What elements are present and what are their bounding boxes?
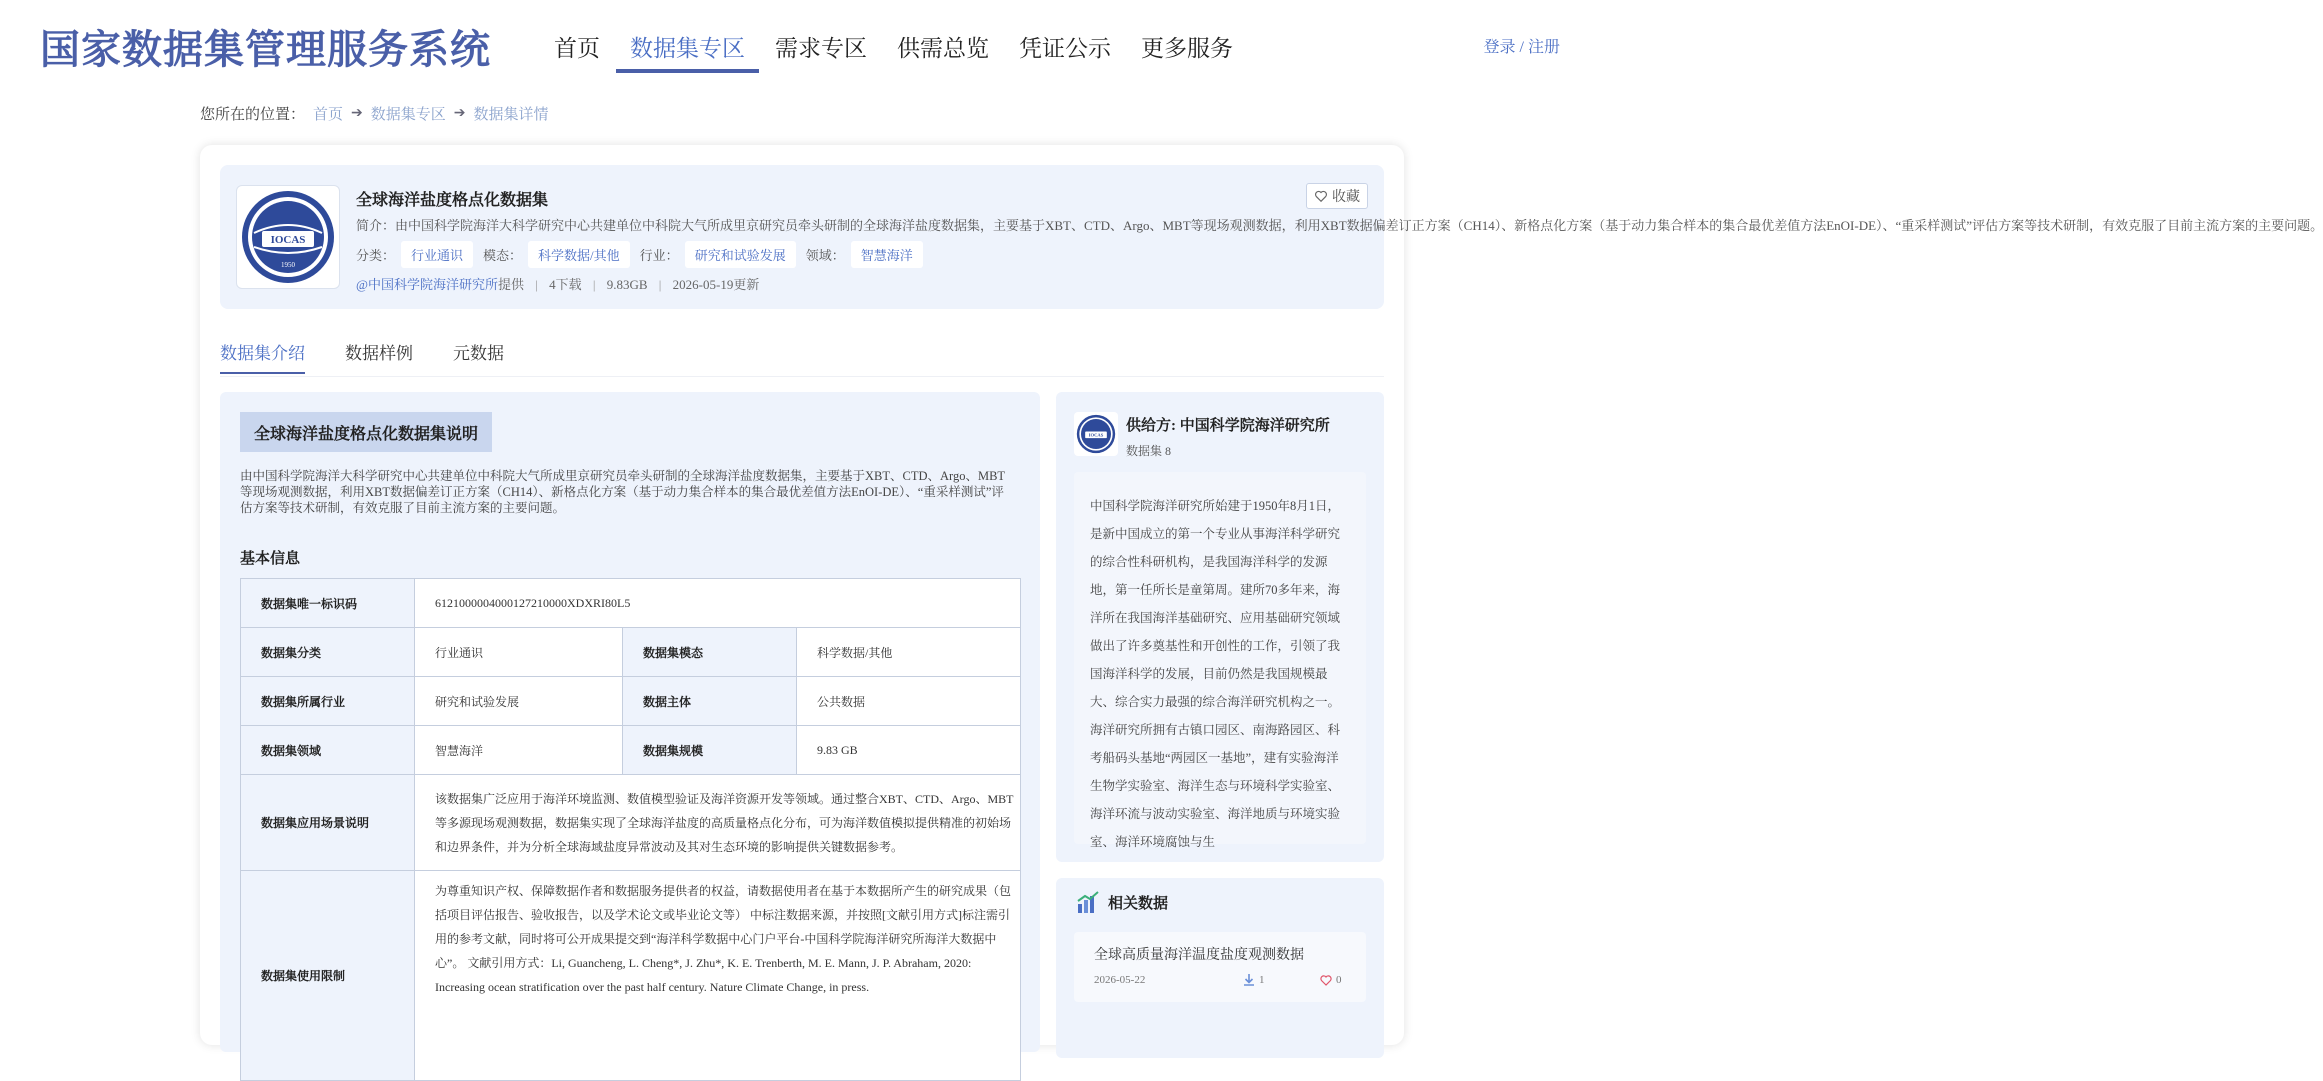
- dataset-summary: 简介：由中国科学院海洋大科学研究中心共建单位中科院大气所成里京研究员牵头研制的全球海洋盐度数据集，主要基于XBT、CTD、Argo、MBT等现场观测数据，利用XBT数据偏差订正方案（CH14）、新格点化方案（基于动力集合样本的集合最优差值方法EnOI-DE）、“重采样测试”评估方案等技术研制，有效克服了目前主流方案的主要问题。: [356, 218, 2323, 233]
- favorite-label: 收藏: [1332, 190, 1360, 205]
- update-date: 2026-05-19更新: [672, 277, 760, 292]
- tag-label-domain: 领域：: [805, 248, 845, 263]
- table-value: 6121000004000127210000XDXRI80L5: [415, 579, 1021, 628]
- download-count: 4下载: [549, 277, 582, 292]
- related-item-date: 2026-05-22: [1094, 974, 1146, 986]
- tab-intro[interactable]: 数据集介绍: [220, 339, 305, 374]
- intro-heading: 全球海洋盐度格点化数据集说明: [240, 412, 492, 452]
- logo-year: 1950: [281, 261, 295, 269]
- tag-category[interactable]: 行业通识: [401, 241, 473, 268]
- table-key: 数据集分类: [241, 628, 415, 677]
- table-key: 数据主体: [623, 677, 797, 726]
- nav-vouchers[interactable]: 凭证公示: [1019, 36, 1111, 61]
- table-row: [241, 726, 1021, 775]
- login-register-link[interactable]: 登录 / 注册: [1483, 39, 1560, 56]
- dataset-meta: [356, 274, 759, 293]
- nav-home[interactable]: 首页: [554, 36, 600, 61]
- related-panel: [1056, 878, 1384, 1058]
- breadcrumb-prefix: 您所在的位置：: [200, 107, 306, 123]
- bar-chart-icon: [1076, 890, 1100, 914]
- basic-info-title: 基本信息: [240, 551, 301, 567]
- tab-samples[interactable]: 数据样例: [345, 344, 413, 363]
- table-row: [241, 628, 1021, 677]
- table-value: 9.83 GB: [797, 726, 1021, 775]
- meta-separator: |: [658, 277, 662, 292]
- table-key: 数据集使用限制: [241, 871, 415, 1081]
- download-count: 1: [1259, 974, 1265, 986]
- dataset-size: 9.83GB: [606, 277, 648, 292]
- dataset-tags: [356, 241, 933, 268]
- tag-domain[interactable]: 智慧海洋: [851, 241, 923, 268]
- table-key: 数据集唯一标识码: [241, 579, 415, 628]
- supplier-about-text: 中国科学院海洋研究所始建于1950年8月1日，是新中国成立的第一个专业从事海洋科学研究的综合性科研机构，是我国海洋科学的发源地，第一任所长是童第周。建所70多年来，海洋所在我国海洋基础研究、应用基础研究领域做出了许多奠基性和开创性的工作，引领了我国海洋科学的发展，目前仍然是我国规模最大、综合实力最强的综合海洋研究机构之一。 海洋研究所拥有古镇口园区、南海路园区、科考船码头基地“两园区一基地”，建有实验海洋生物学实验室、海洋生态与环境科学实验室、海洋环流与波动实验室、海洋地质与环境实验室、海洋环境腐蚀与生: [1090, 499, 1341, 849]
- table-value: 科学数据/其他: [797, 628, 1021, 677]
- supplier-panel: [1056, 392, 1384, 862]
- main-nav: [540, 22, 1249, 73]
- dataset-detail-card: [200, 145, 2323, 1045]
- arrow-right-icon: ➔: [453, 106, 466, 121]
- table-value: 为尊重知识产权、保障数据作者和数据服务提供者的权益，请数据使用者在基于本数据所产生的研究成果（包括项目评估报告、验收报告，以及学术论文或毕业论文等） 中标注数据来源，并按照[文献引用方式]标注需引用的参考文献，同时将可公开成果提交到“海洋科学数据中心门户平台-中国科学院海洋研究所海洋大数据中心”。 文献引用方式：Li, Guancheng, L. Cheng*, J. Zhu*, K. E. Trenberth, M. E. Mann, J. P. Abraham, 2020: Increasing ocean stratification over the past half century. Nature Climate Change, in press.: [415, 871, 1021, 1081]
- heart-icon: [1314, 189, 1328, 203]
- meta-separator: |: [535, 277, 538, 292]
- supplier-name[interactable]: 供给方: 中国科学院海洋研究所: [1126, 418, 1330, 434]
- supplier-dataset-count: 数据集 8: [1126, 444, 1172, 458]
- basic-info-table: [240, 578, 1021, 1081]
- institute-seal-icon: [240, 189, 336, 285]
- intro-panel: [220, 392, 1040, 1052]
- table-key: 数据集规模: [623, 726, 797, 775]
- institute-seal-icon: [1076, 414, 1116, 454]
- provider-link[interactable]: @中国科学院海洋研究所: [356, 277, 498, 292]
- table-key: 数据集应用场景说明: [241, 775, 415, 871]
- table-row: [241, 871, 1021, 1081]
- nav-datasets[interactable]: 数据集专区: [616, 22, 759, 73]
- top-header: [0, 0, 1600, 80]
- logo-abbr: IOCAS: [270, 234, 306, 246]
- site-brand[interactable]: 国家数据集管理服务系统: [40, 27, 491, 72]
- supplier-logo[interactable]: [1074, 412, 1118, 456]
- table-value: 研究和试验发展: [415, 677, 623, 726]
- table-value: 智慧海洋: [415, 726, 623, 775]
- related-title: [1076, 890, 1168, 914]
- table-key: 数据集领域: [241, 726, 415, 775]
- meta-separator: |: [592, 277, 596, 292]
- breadcrumb: [200, 103, 549, 124]
- dataset-title: 全球海洋盐度格点化数据集: [356, 192, 549, 209]
- nav-demands[interactable]: 需求专区: [775, 36, 867, 61]
- tag-modality[interactable]: 科学数据/其他: [528, 241, 630, 268]
- related-item-name[interactable]: 全球高质量海洋温度盐度观测数据: [1094, 948, 1304, 963]
- intro-text: 由中国科学院海洋大科学研究中心共建单位中科院大气所成里京研究员牵头研制的全球海洋盐度数据集，主要基于XBT、CTD、Argo、MBT等现场观测数据，利用XBT数据偏差订正方案（CH14）、新格点化方案（基于动力集合样本的集合最优差值方法EnOI-DE）、“重采样测试”评估方案等技术研制，有效克服了目前主流方案的主要问题。: [240, 469, 1006, 515]
- heart-icon: [1320, 975, 1332, 986]
- table-value: 行业通识: [415, 628, 623, 677]
- breadcrumb-datasets[interactable]: 数据集专区: [370, 107, 446, 123]
- favorite-button[interactable]: [1306, 183, 1368, 209]
- download-icon: [1244, 974, 1254, 986]
- table-key: 数据集所属行业: [241, 677, 415, 726]
- table-row: [241, 579, 1021, 628]
- tag-industry[interactable]: 研究和试验发展: [685, 241, 796, 268]
- tag-label-modality: 模态：: [483, 248, 523, 263]
- arrow-right-icon: ➔: [351, 106, 363, 121]
- detail-tabs: [220, 339, 544, 374]
- related-title-text: 相关数据: [1108, 895, 1169, 912]
- table-key: 数据集模态: [623, 628, 797, 677]
- related-item-likes: [1320, 974, 1342, 986]
- supplier-about-box: [1074, 472, 1366, 849]
- list-item[interactable]: [1074, 932, 1366, 1002]
- nav-overview[interactable]: 供需总览: [897, 36, 989, 61]
- table-row: [241, 775, 1021, 871]
- tab-metadata[interactable]: 元数据: [453, 344, 504, 363]
- tab-divider: [220, 376, 1384, 377]
- table-value: 该数据集广泛应用于海洋环境监测、数值模型验证及海洋资源开发等领域。通过整合XBT、CTD、Argo、MBT等多源现场观测数据，数据集实现了全球海洋盐度的高质量格点化分布，可为海洋数值模拟提供精准的初始场和边界条件，并为分析全球海域盐度异常波动及其对生态环境的影响提供关键数据参考。: [415, 775, 1021, 871]
- breadcrumb-home[interactable]: 首页: [313, 107, 344, 123]
- logo-abbr: IOCAS: [1088, 432, 1104, 438]
- dataset-hero: [220, 165, 2323, 309]
- institute-logo: [236, 185, 340, 289]
- related-item-downloads: [1244, 974, 1265, 986]
- tag-label-category: 分类：: [356, 248, 396, 263]
- like-count: 0: [1336, 974, 1342, 986]
- nav-more[interactable]: 更多服务: [1141, 36, 1233, 61]
- table-row: [241, 677, 1021, 726]
- breadcrumb-detail[interactable]: 数据集详情: [473, 107, 549, 123]
- tag-label-industry: 行业：: [639, 248, 679, 263]
- table-value: 公共数据: [797, 677, 1021, 726]
- provider-suffix: 提供: [497, 277, 524, 292]
